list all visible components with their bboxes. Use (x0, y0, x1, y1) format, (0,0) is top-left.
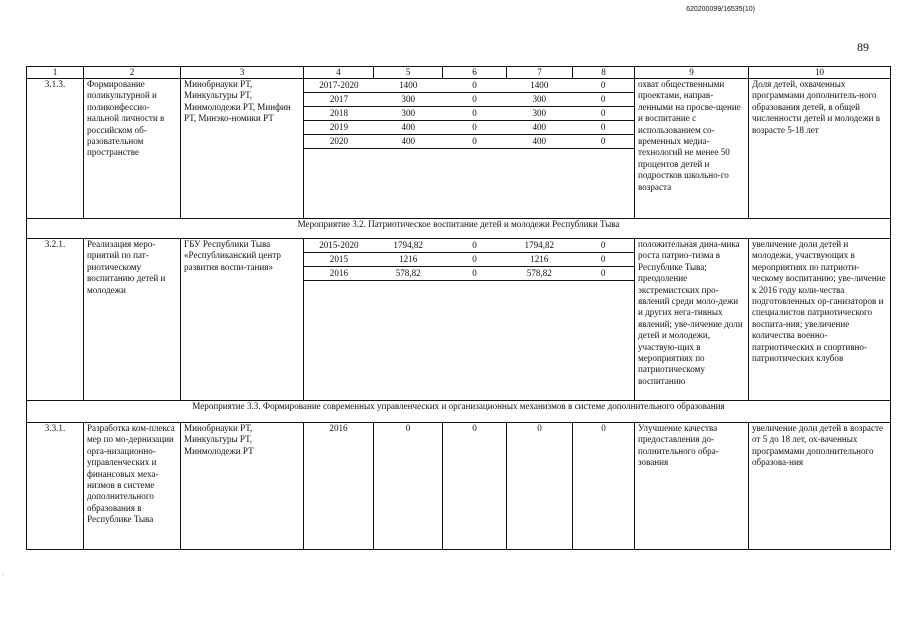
item-indicator: увеличение доли детей и молодежи, участвующих в мероприятиях по патриоти-ческому воспитанию; уве-личение к 2016 году коли-чества подготовленных ор-ганизаторов и специалистов патриотического воспита-ния; увеличение количества военно-патриотических и спортивно-патриотических клубов (749, 239, 891, 401)
other: 0 (572, 121, 634, 135)
funding-row (304, 239, 634, 253)
item-result: Улучшение качества предоставления до-полнительного обра-зования (635, 423, 749, 550)
item-result: охват общественными проектами, направ-ленными на просве-щение и воспитание с использованием со-временных медиа-технологий не менее 50 процентов детей и подростков школьно-го возраста (635, 79, 749, 219)
funding-row (304, 135, 634, 149)
federal: 0 (443, 135, 507, 149)
item-executor: ГБУ Республики Тыва «Республиканский центр развития воспи-тания» (181, 239, 304, 401)
other: 0 (572, 239, 634, 253)
total: 1400 (374, 79, 443, 93)
total: 0 (374, 423, 443, 550)
page-number: 89 (857, 40, 869, 54)
section-row (27, 219, 891, 239)
other: 0 (572, 79, 634, 93)
other: 0 (573, 423, 635, 550)
section-title: Мероприятие 3.3. Формирование современных управленческих и организационных механизмов в системе дополнительного образования (27, 401, 891, 423)
federal: 0 (443, 93, 507, 107)
other: 0 (572, 93, 634, 107)
funding-row (304, 79, 634, 93)
item-name: Разработка ком-плекса мер по мо-дернизации орга-низационно-управленческих и финансовых меха-низмов в системе дополнительного образования в Республике Тыва (84, 423, 181, 550)
col-header: 7 (507, 67, 573, 79)
federal: 0 (443, 79, 507, 93)
other: 0 (572, 107, 634, 121)
table-row (27, 423, 891, 550)
other: 0 (572, 267, 634, 281)
col-header: 8 (573, 67, 635, 79)
year: 2018 (304, 107, 374, 121)
year: 2017-2020 (304, 79, 374, 93)
republic: 300 (506, 107, 572, 121)
header-row (27, 67, 891, 79)
col-header: 4 (304, 67, 374, 79)
republic: 1794,82 (506, 239, 572, 253)
col-header: 2 (84, 67, 181, 79)
total: 300 (374, 93, 443, 107)
total: 1794,82 (374, 239, 443, 253)
year: 2015-2020 (304, 239, 374, 253)
funding-row (304, 267, 634, 281)
federal: 0 (443, 107, 507, 121)
item-executor: Минобрнауки РТ, Минкультуры РТ, Минмолодежи РТ (181, 423, 304, 550)
section-title: Мероприятие 3.2. Патриотическое воспитание детей и молодежи Республики Тыва (27, 219, 891, 239)
table-row (27, 239, 891, 401)
funding-cell (304, 79, 635, 219)
item-executor: Минобрнауки РТ, Минкультуры РТ, Минмолодежи РТ, Минфин РТ, Минэко-номики РТ (181, 79, 304, 219)
col-header: 1 (27, 67, 84, 79)
col-header: 3 (181, 67, 304, 79)
year: 2015 (304, 253, 374, 267)
document-code: 620200099/16535(10) (686, 6, 755, 13)
year: 2020 (304, 135, 374, 149)
item-number: 3.3.1. (27, 423, 84, 550)
item-indicator: Доля детей, охваченных программами дополнитель-ного образования детей, в общей численности детей и молодежи в возрасте 5-18 лет (749, 79, 891, 219)
total: 1216 (374, 253, 443, 267)
other: 0 (572, 253, 634, 267)
funding-row (304, 253, 634, 267)
margin-mark: . (2, 568, 4, 577)
table-row (27, 79, 891, 219)
republic: 1400 (506, 79, 572, 93)
item-name: Формирование поликультурной и поликонфессио-нальной личности в российском об-разовательном пространстве (84, 79, 181, 219)
funding-row (304, 93, 634, 107)
program-table (26, 66, 891, 550)
item-number: 3.1.3. (27, 79, 84, 219)
item-name: Реализация меро-приятий по пат-риотическому воспитанию детей и молодежи (84, 239, 181, 401)
republic: 400 (506, 121, 572, 135)
republic: 400 (506, 135, 572, 149)
col-header: 5 (374, 67, 443, 79)
federal: 0 (443, 239, 507, 253)
other: 0 (572, 135, 634, 149)
republic: 1216 (506, 253, 572, 267)
col-header: 9 (635, 67, 749, 79)
year: 2017 (304, 93, 374, 107)
republic: 0 (507, 423, 573, 550)
federal: 0 (443, 267, 507, 281)
federal: 0 (443, 253, 507, 267)
federal: 0 (443, 423, 507, 550)
item-result: положительная дина-мика роста патрио-тизма в Республике Тыва; преодоление экстремистских про-явлений среди моло-дежи и других нега-тивных явлений; уве-личение доли детей и молодежи, участвую-щих в мероприятиях по патриотическому воспитанию (635, 239, 749, 401)
funding-row (304, 107, 634, 121)
year: 2016 (304, 267, 374, 281)
item-indicator: увеличение доли детей в возрасте от 5 до 18 лет, ох-ваченных программами дополнительного образова-ния (749, 423, 891, 550)
col-header: 6 (443, 67, 507, 79)
republic: 578,82 (506, 267, 572, 281)
section-row (27, 401, 891, 423)
year: 2016 (304, 423, 374, 550)
total: 400 (374, 135, 443, 149)
col-header: 10 (749, 67, 891, 79)
item-number: 3.2.1. (27, 239, 84, 401)
year: 2019 (304, 121, 374, 135)
total: 300 (374, 107, 443, 121)
republic: 300 (506, 93, 572, 107)
total: 578,82 (374, 267, 443, 281)
total: 400 (374, 121, 443, 135)
funding-row (304, 121, 634, 135)
funding-cell (304, 239, 635, 401)
federal: 0 (443, 121, 507, 135)
